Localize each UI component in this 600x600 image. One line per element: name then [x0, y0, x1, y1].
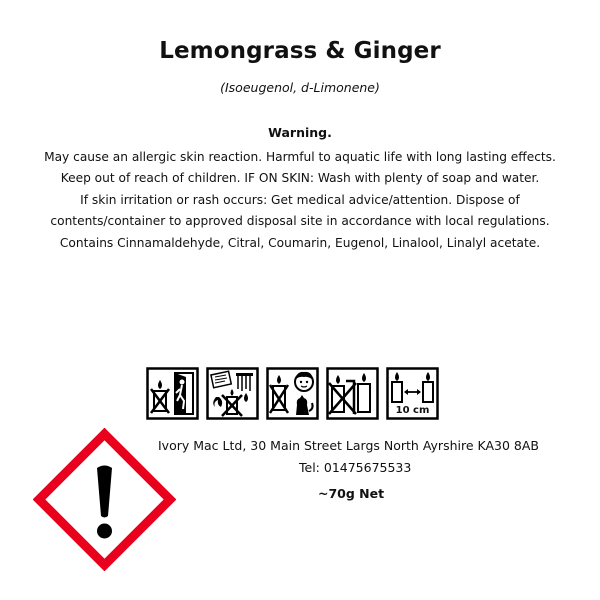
exclamation-mark-hazard-icon: [33, 428, 176, 575]
company-phone: Tel: 01475675533: [299, 460, 412, 475]
warning-line: If skin irritation or rash occurs: Get medical advice/attention. Dispose of: [80, 192, 520, 207]
warning-text: [30, 147, 570, 254]
warning-line: Keep out of reach of children. IF ON SKIN: Wash with plenty of soap and water.: [60, 171, 540, 186]
allergen-list: (Isoeugenol, d-Limonene): [220, 80, 380, 95]
candle-draught-icon: [326, 367, 379, 420]
warning-line: May cause an allergic skin reaction. Harmful to aquatic life with long lasting effects.: [44, 150, 556, 164]
net-weight: ~70g Net: [318, 486, 385, 501]
candle-spacing-icon: [386, 367, 439, 420]
warning-line: contents/container to approved disposal site in accordance with local regulations.: [50, 214, 550, 229]
product-title: Lemongrass & Ginger: [159, 38, 441, 64]
company-details: [158, 435, 558, 479]
candle-flammable-objects-icon: [206, 367, 259, 420]
candle-safety-icons: [146, 367, 439, 420]
spacing-label: 10 cm: [395, 405, 430, 416]
warning-heading: Warning.: [268, 125, 332, 140]
warning-line: Contains Cinnamaldehyde, Citral, Coumarin, Eugenol, Linalool, Linalyl acetate.: [59, 235, 541, 250]
company-address: Ivory Mac Ltd, 30 Main Street Largs North Ayrshire KA30 8AB: [158, 438, 539, 453]
candle-children-pets-icon: [266, 367, 319, 420]
candle-unattended-icon: [146, 367, 199, 420]
